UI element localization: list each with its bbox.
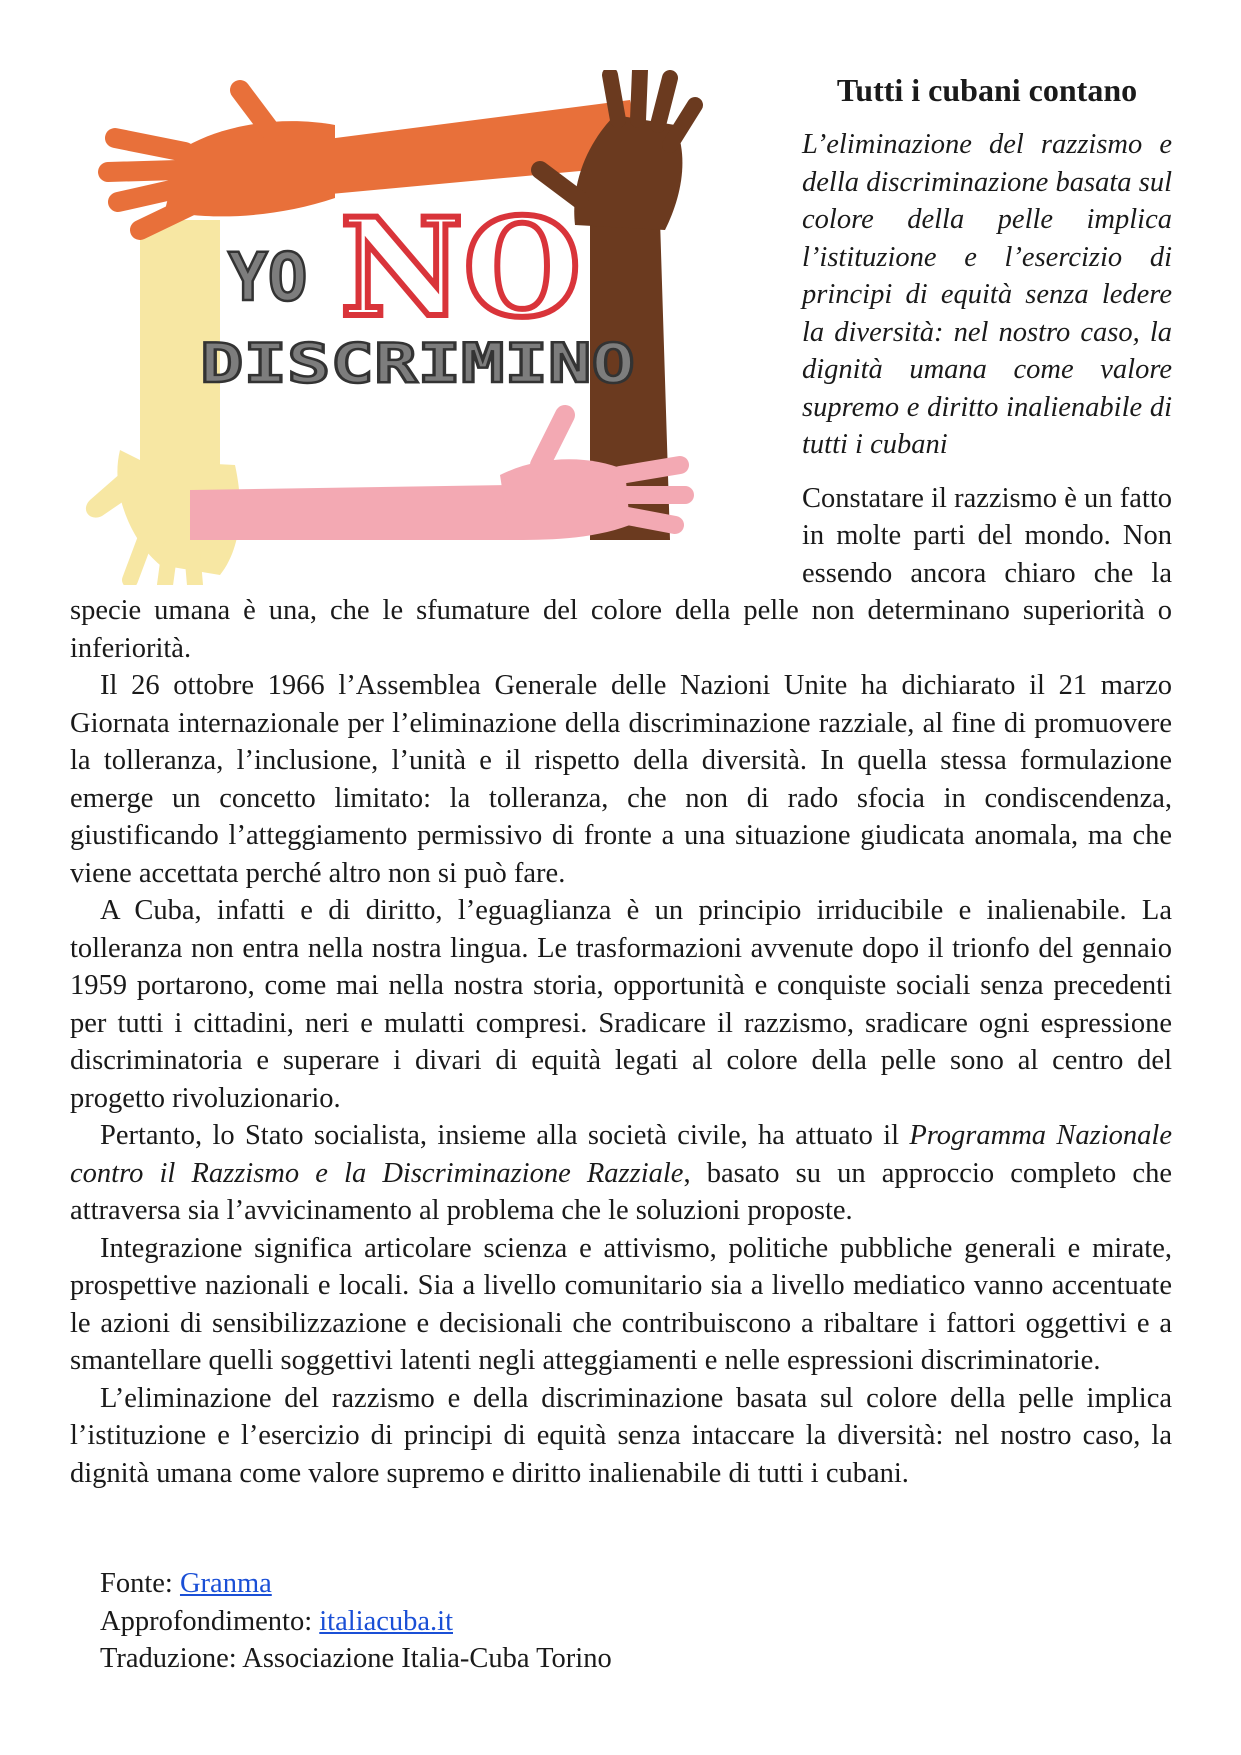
- source-label: Fonte:: [100, 1568, 180, 1599]
- source-link[interactable]: Granma: [179, 1568, 272, 1599]
- credits: [100, 1565, 612, 1678]
- further-reading-link[interactable]: italiacuba.it: [319, 1605, 453, 1637]
- paragraph-6: L’eliminazione del razzismo e della discriminazione basata sul colore della pelle implica l’istituzione e l’esercizio di principi di equità senza intaccare la diversità: nel nostro caso, la dignità umana come valore supremo e diritto inalienabile di tutti i cubani.: [70, 1382, 1172, 1489]
- further-reading-label: Approfondimento:: [100, 1605, 320, 1637]
- paragraph-4-start: Pertanto, lo Stato socialista, insieme alla società civile, ha attuato il: [100, 1120, 910, 1151]
- poster-word-yo: YO: [228, 239, 308, 316]
- paragraph-2: Il 26 ottobre 1966 l’Assemblea Generale delle Nazioni Unite ha dichiarato il 21 marzo Giornata internazionale per l’eliminazione della discriminazione razziale, al fine di promuovere la tolleranza, l’inclusione, l’unità e il rispetto della diversità. In quella stessa formulazione emerge un concetto limitato: la tolleranza, che non di rado sfocia in condiscendenza, giustificando l’atteggiamento permissivo di fronte a una situazione giudicata anomala, ma che viene accettata perché altro non si può fare.: [70, 670, 1172, 889]
- paragraph-3: A Cuba, infatti e di diritto, l’eguaglianza è un principio irriducibile e inalienabile. La tolleranza non entra nella nostra lingua. Le trasformazioni avvenute dopo il trionfo del gennaio 1959 portarono, come mai nella nostra storia, opportunità e conquiste sociali senza precedenti per tutti i cittadini, neri e mulatti compresi. Sradicare il razzismo, sradicare ogni espressione discriminatoria e superare i divari di equità legati al colore della pelle sono al centro del progetto rivoluzionario.: [70, 895, 1172, 1114]
- article-title: Tutti i cubani contano: [836, 72, 1138, 108]
- paragraph-4: [70, 1117, 1172, 1230]
- paragraph-1: Constatare il razzismo è un fatto in molte parti del mondo. Non essendo ancora chiaro che la specie umana è una, che le sfumature del colore della pelle non determinano superiorità o inferiorità.: [70, 482, 1172, 664]
- article-summary: L’eliminazione del razzismo e della discriminazione basata sul colore della pelle implica l’istituzione e l’esercizio di principi di equità senza ledere la diversità: nel nostro caso, la dignità umana come valore supremo e diritto inalienabile di tutti i cubani: [802, 129, 1172, 460]
- credit-source: [100, 1565, 612, 1603]
- poster-word-discrimino: DISCRIMINO: [200, 332, 635, 395]
- credit-translation: Traduzione: Associazione Italia-Cuba Torino: [100, 1643, 612, 1674]
- paragraph-4-end: , basato su un approccio completo che attraversa sia l’avvicinamento al problema che le soluzioni proposte.: [70, 1157, 1172, 1226]
- credit-further-reading: [100, 1603, 612, 1641]
- paragraph-5: Integrazione significa articolare scienza e attivismo, politiche pubbliche generali e mirate, prospettive nazionali e locali. Sia a livello comunitario sia a livello mediatico vanno accentuate le azioni di sensibilizzazione e decisionali che contribuiscono a ribaltare i fattori oggettivi e a smantellare quelli soggettivi latenti negli atteggiamenti e nelle espressioni discriminatorie.: [70, 1232, 1172, 1376]
- poster-word-no: NO: [340, 188, 581, 347]
- article-body: [70, 70, 1172, 1492]
- yo-no-discrimino-poster: [70, 70, 780, 585]
- programme-name: Programma Nazionale contro il Razzismo e la Discriminazione Razziale: [70, 1120, 1172, 1189]
